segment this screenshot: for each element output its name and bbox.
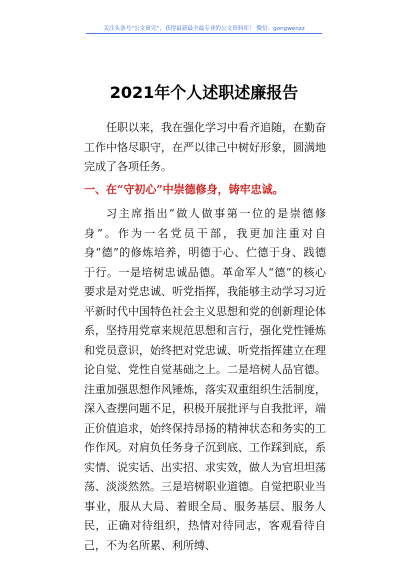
document-body: [84, 118, 326, 555]
section-heading: 一、在“守初心”中崇德修身，铸牢忠诚。: [84, 182, 284, 196]
body-paragraph: 习主席指出“做人做事第一位的是崇德修身”。作为一名党员干部，我更加注重对自身“德”的修炼培养，明德于心、伫德于身、践德于行。一是培树忠诚品德。革命军人“德”的核心要求是对党忠诚、听党指挥，我能够主动学习习近平新时代中国特色社会主义思想和党的创新理论体系，坚持用党章来规范思想和言行，强化党性锤炼和党员意识，始终把对党忠诚、听党指挥建立在理论自觉、党性自觉基础之上。二是培树人品官德。注重加强思想作风锤炼，落实双重组织生活制度，深入查摆问题不足，积极开展批评与自我批评，端正价值追求，始终保持昂扬的精神状态和务实的工作作风。对肩负任务身子沉到底、工作踩到底，系实情、说实话、出实招、求实效，做人为官坦坦荡荡、淡淡然然。三是培树职业道德。自觉把职业当事业，服从大局、着眼全局、服务基层、服务人民，正确对待组织，热情对待同志，客观看待自己，不为名所累、利所缚、: [84, 207, 326, 552]
document-title: 2021年个人述职述廉报告: [109, 83, 299, 102]
header-divider: [86, 33, 322, 34]
header-banner: 关注头条号“公文研究”，获得最新最全最专业的公文资料库！ 微信：gongwenzz: [103, 26, 305, 32]
intro-paragraph: 任职以来，我在强化学习中看齐追随，在勤奋工作中恪尽职守，在严以律己中树好形象，圆满地完成了各项任务。: [84, 121, 326, 173]
